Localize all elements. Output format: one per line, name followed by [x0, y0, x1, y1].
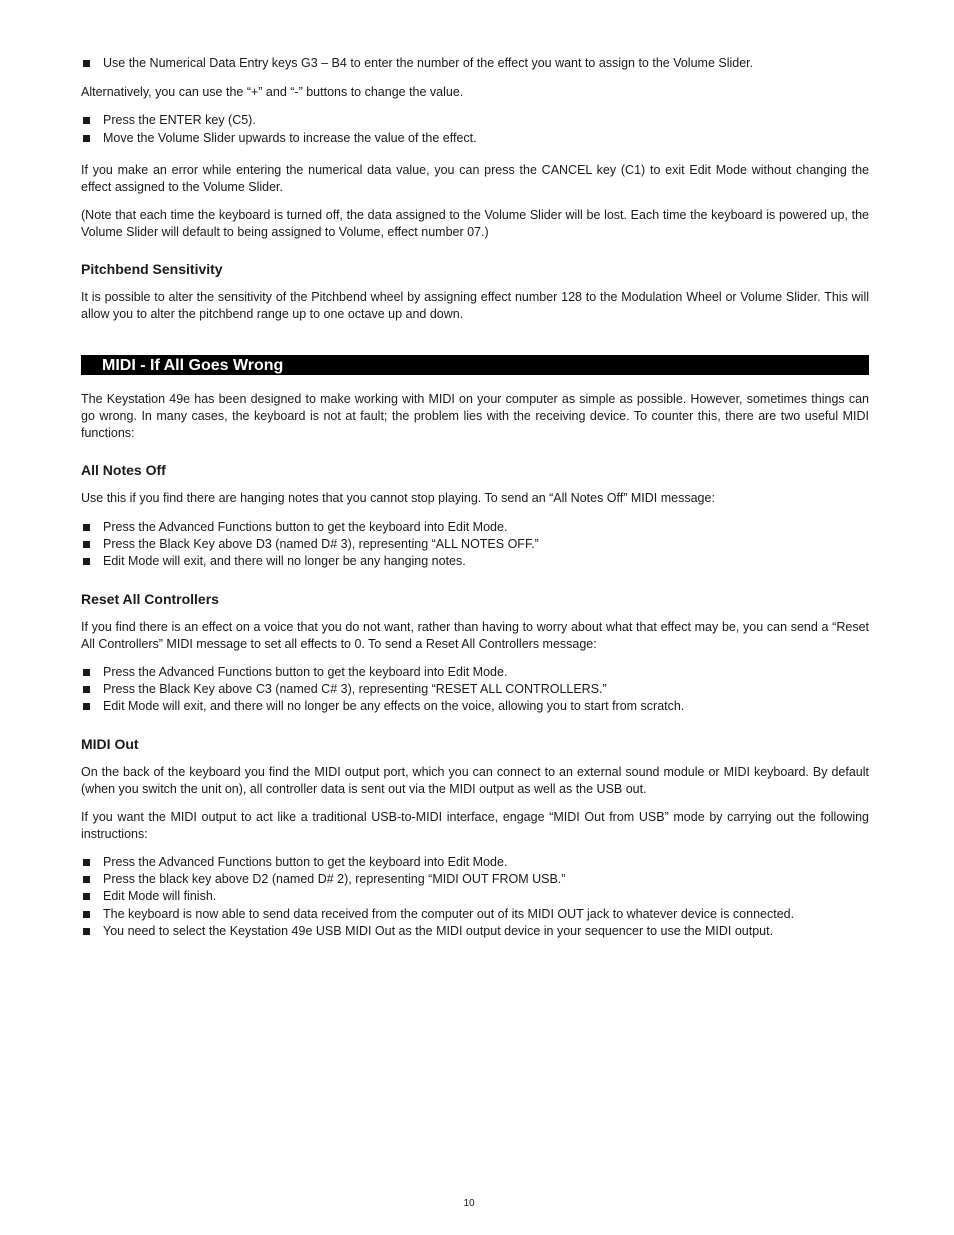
list-item: Use the Numerical Data Entry keys G3 – B4 to enter the number of the effect you want to assign to the Volume Slider.	[81, 55, 869, 72]
list-item: Edit Mode will exit, and there will no longer be any effects on the voice, allowing you to start from scratch.	[81, 698, 869, 715]
list-item: The keyboard is now able to send data received from the computer out of its MIDI OUT jack to whatever device is connected.	[81, 906, 869, 923]
paragraph-midi-out-1: On the back of the keyboard you find the MIDI output port, which you can connect to an external sound module or MIDI keyboard. By default (when you switch the unit on), all controller data is sent out via the MIDI output as well as the USB out.	[81, 764, 869, 796]
list-item: Press the Advanced Functions button to get the keyboard into Edit Mode.	[81, 854, 869, 871]
list-item: Press the black key above D2 (named D# 2), representing “MIDI OUT FROM USB.”	[81, 871, 869, 888]
list-item: Press the Advanced Functions button to get the keyboard into Edit Mode.	[81, 664, 869, 681]
list-item: Press the Black Key above D3 (named D# 3), representing “ALL NOTES OFF.”	[81, 536, 869, 553]
paragraph-midi-intro: The Keystation 49e has been designed to make working with MIDI on your computer as simple as possible. However, sometimes things can go wrong. In many cases, the keyboard is not at fault; the problem lies with the receiving device. To counter this, there are two useful MIDI functions:	[81, 391, 869, 440]
list-item: You need to select the Keystation 49e USB MIDI Out as the MIDI output device in your sequencer to use the MIDI output.	[81, 923, 869, 940]
list-item: Press the Advanced Functions button to get the keyboard into Edit Mode.	[81, 519, 869, 536]
paragraph-pitchbend: It is possible to alter the sensitivity of the Pitchbend wheel by assigning effect number 128 to the Modulation Wheel or Volume Slider. This will allow you to alter the pitchbend range up to one octave up and down.	[81, 289, 869, 321]
heading-reset-all-controllers: Reset All Controllers	[81, 590, 219, 607]
list-item: Move the Volume Slider upwards to increase the value of the effect.	[81, 130, 869, 147]
bullet-list-reset-controllers	[81, 664, 869, 716]
section-banner-midi: MIDI - If All Goes Wrong	[81, 355, 869, 375]
paragraph-reset-controllers: If you find there is an effect on a voice that you do not want, rather than having to worry about what that effect may be, you can send a “Reset All Controllers” MIDI message to set all effects to 0. To send a Reset All Controllers message:	[81, 619, 869, 651]
paragraph-alternative: Alternatively, you can use the “+” and “-” buttons to change the value.	[81, 85, 464, 100]
bullet-list-midi-out	[81, 854, 869, 940]
list-item: Edit Mode will finish.	[81, 888, 869, 905]
list-item: Press the Black Key above C3 (named C# 3), representing “RESET ALL CONTROLLERS.”	[81, 681, 869, 698]
paragraph-error: If you make an error while entering the numerical data value, you can press the CANCEL key (C1) to exit Edit Mode without changing the effect assigned to the Volume Slider.	[81, 162, 869, 194]
list-item: Press the ENTER key (C5).	[81, 112, 869, 129]
bullet-list-all-notes-off	[81, 519, 869, 571]
heading-pitchbend-sensitivity: Pitchbend Sensitivity	[81, 260, 223, 277]
page-number: 10	[463, 1198, 475, 1209]
heading-all-notes-off: All Notes Off	[81, 461, 166, 478]
paragraph-all-notes-off: Use this if you find there are hanging notes that you cannot stop playing. To send an “All Notes Off” MIDI message:	[81, 490, 715, 505]
heading-midi-out: MIDI Out	[81, 735, 139, 752]
page-content	[81, 55, 869, 940]
paragraph-midi-out-2: If you want the MIDI output to act like a traditional USB-to-MIDI interface, engage “MIDI Out from USB” mode by carrying out the following instructions:	[81, 809, 869, 841]
bullet-list-volume-entry	[81, 55, 869, 72]
list-item: Edit Mode will exit, and there will no longer be any hanging notes.	[81, 553, 869, 570]
bullet-list-enter	[81, 112, 869, 147]
paragraph-note: (Note that each time the keyboard is turned off, the data assigned to the Volume Slider will be lost. Each time the keyboard is powered up, the Volume Slider will default to being assigned to Volume, effect number 07.)	[81, 207, 869, 239]
